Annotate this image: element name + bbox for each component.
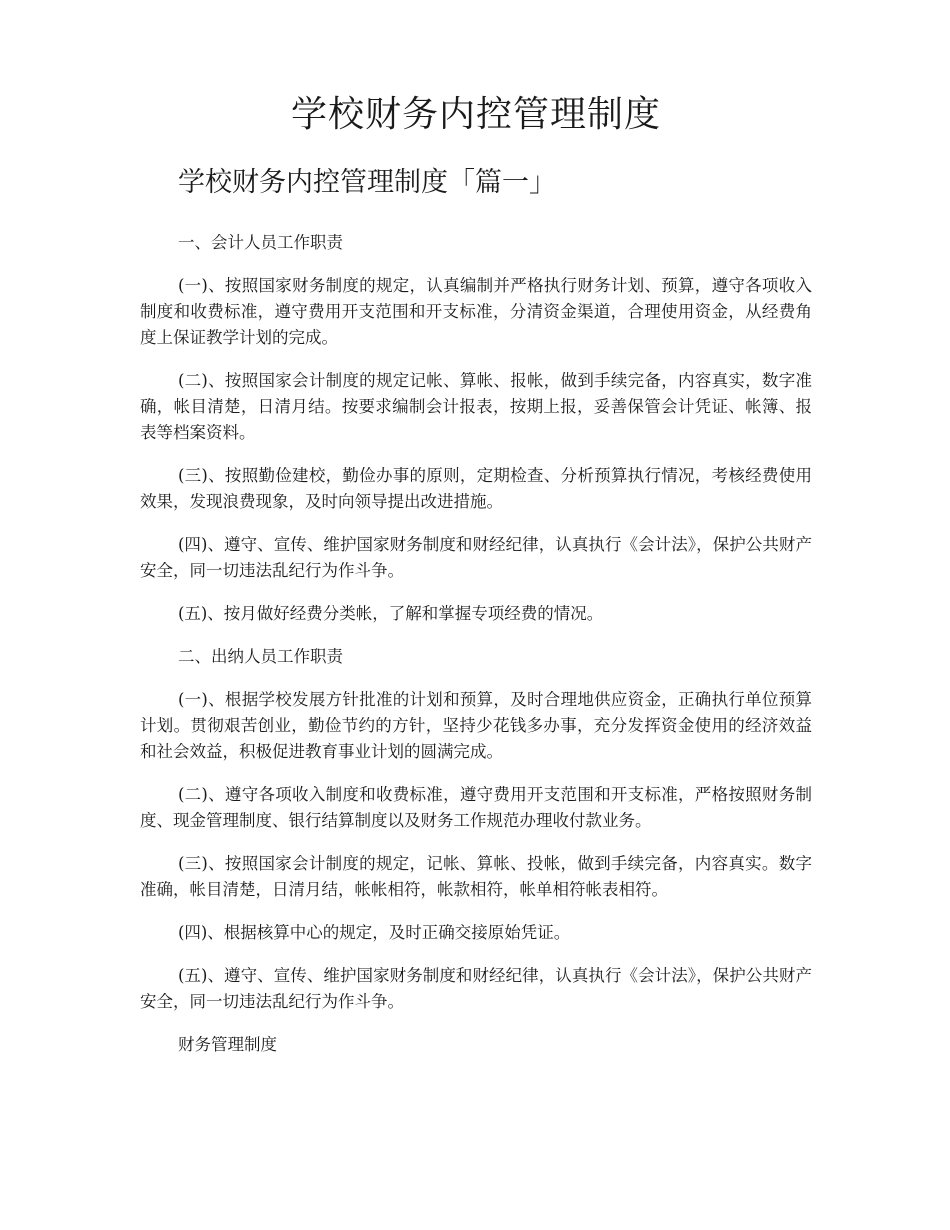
paragraph: (一)、按照国家财务制度的规定，认真编制并严格执行财务计划、预算，遵守各项收入制度和收费标准，遵守费用开支范围和开支标准，分清资金渠道，合理使用资金，从经费角度上保证教学计划的完成。 <box>140 275 812 347</box>
paragraph: (五)、按月做好经费分类帐，了解和掌握专项经费的情况。 <box>177 603 604 623</box>
paragraph: (三)、按照勤俭建校，勤俭办事的原则，定期检查、分析预算执行情况，考核经费使用效果，发现浪费现象，及时向领导提出改进措施。 <box>140 465 812 511</box>
paragraph: (二)、遵守各项收入制度和收费标准，遵守费用开支范围和开支标准，严格按照财务制度、现金管理制度、银行结算制度以及财务工作规范办理收付款业务。 <box>140 784 812 830</box>
document-subtitle: 学校财务内控管理制度「篇一」 <box>178 166 556 198</box>
document-title: 学校财务内控管理制度 <box>290 94 661 135</box>
paragraph: (一)、根据学校发展方针批准的计划和预算，及时合理地供应资金，正确执行单位预算计划。贯彻艰苦创业，勤俭节约的方针，坚持少花钱多办事，充分发挥资金使用的经济效益和社会效益，积极促进教育事业计划的圆满完成。 <box>140 689 812 761</box>
paragraph: (四)、根据核算中心的规定，及时正确交接原始凭证。 <box>177 922 571 942</box>
section-heading: 一、会计人员工作职责 <box>177 232 343 252</box>
paragraph: (二)、按照国家会计制度的规定记帐、算帐、报帐，做到手续完备，内容真实，数字准确，帐目清楚，日清月结。按要求编制会计报表，按期上报，妥善保管会计凭证、帐簿、报表等档案资料。 <box>140 370 812 442</box>
section-accountant-duties <box>140 230 812 627</box>
paragraph: (四)、遵守、宣传、维护国家财务制度和财经纪律，认真执行《会计法》，保护公共财产安全，同一切违法乱纪行为作斗争。 <box>140 534 812 580</box>
financial-management-heading: 财务管理制度 <box>177 1034 277 1054</box>
paragraph: (三)、按照国家会计制度的规定，记帐、算帐、投帐，做到手续完备，内容真实。数字准确，帐目清楚，日清月结，帐帐相符，帐款相符，帐单相符帐表相符。 <box>140 853 812 899</box>
section-heading: 二、出纳人员工作职责 <box>177 646 343 666</box>
paragraph: (五)、遵守、宣传、维护国家财务制度和财经纪律，认真执行《会计法》，保护公共财产安全，同一切违法乱纪行为作斗争。 <box>140 965 812 1011</box>
section-cashier-duties <box>140 644 812 1015</box>
